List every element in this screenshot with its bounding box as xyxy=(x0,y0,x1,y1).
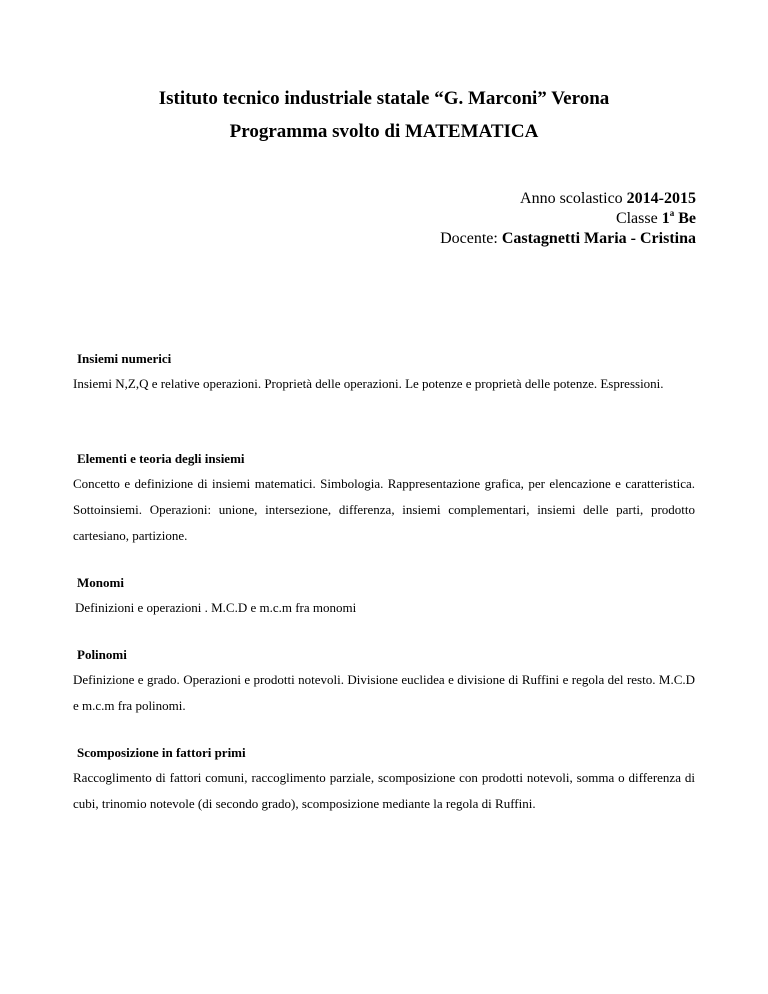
section-heading: Elementi e teoria degli insiemi xyxy=(77,451,245,466)
section-heading: Polinomi xyxy=(77,647,127,662)
section-polinomi xyxy=(73,647,695,719)
teacher-name: Castagnetti Maria - Cristina xyxy=(501,230,696,247)
section-heading: Scomposizione in fattori primi xyxy=(77,745,246,760)
institute-title: Istituto tecnico industriale statale “G. Marconi” Verona xyxy=(158,88,610,109)
school-year-line xyxy=(520,189,696,209)
section-text: Concetto e definizione di insiemi matematici. Simbologia. Rappresentazione grafica, per elencazione e caratteristica. Sottoinsiemi. Operazioni: unione, intersezione, differenza, insiemi complementari, insiemi delle parti, prodotto cartesiano, partizione. xyxy=(73,476,695,543)
section-teoria-insiemi xyxy=(73,451,695,549)
school-year-value: 2014-2015 xyxy=(626,190,696,207)
class-label: Classe xyxy=(615,210,658,227)
section-heading: Monomi xyxy=(77,575,124,590)
section-scomposizione xyxy=(73,745,695,817)
section-monomi xyxy=(73,575,695,621)
section-text: Raccoglimento di fattori comuni, raccoglimento parziale, scomposizione con prodotti notevoli, somma o differenza di cubi, trinomio notevole (di secondo grado), scomposizione mediante la regola di Ruffini. xyxy=(73,770,695,811)
section-text: Insiemi N,Z,Q e relative operazioni. Proprietà delle operazioni. Le potenze e proprietà delle potenze. Espressioni. xyxy=(73,376,664,391)
section-heading: Insiemi numerici xyxy=(77,351,172,366)
section-text: Definizioni e operazioni . M.C.D e m.c.m fra monomi xyxy=(75,600,357,615)
teacher-label: Docente: xyxy=(440,230,498,247)
class-number: 1 xyxy=(661,210,670,227)
teacher-line xyxy=(440,229,696,249)
class-superscript: a xyxy=(669,208,675,218)
program-title: Programma svolto di MATEMATICA xyxy=(229,121,539,142)
section-insiemi-numerici xyxy=(73,351,695,397)
school-year-label: Anno scolastico xyxy=(520,190,623,207)
class-section: Be xyxy=(678,210,696,227)
class-line xyxy=(616,209,696,229)
section-text: Definizione e grado. Operazioni e prodotti notevoli. Divisione euclidea e divisione di Ruffini e regola del resto. M.C.D e m.c.m fra polinomi. xyxy=(73,672,695,713)
